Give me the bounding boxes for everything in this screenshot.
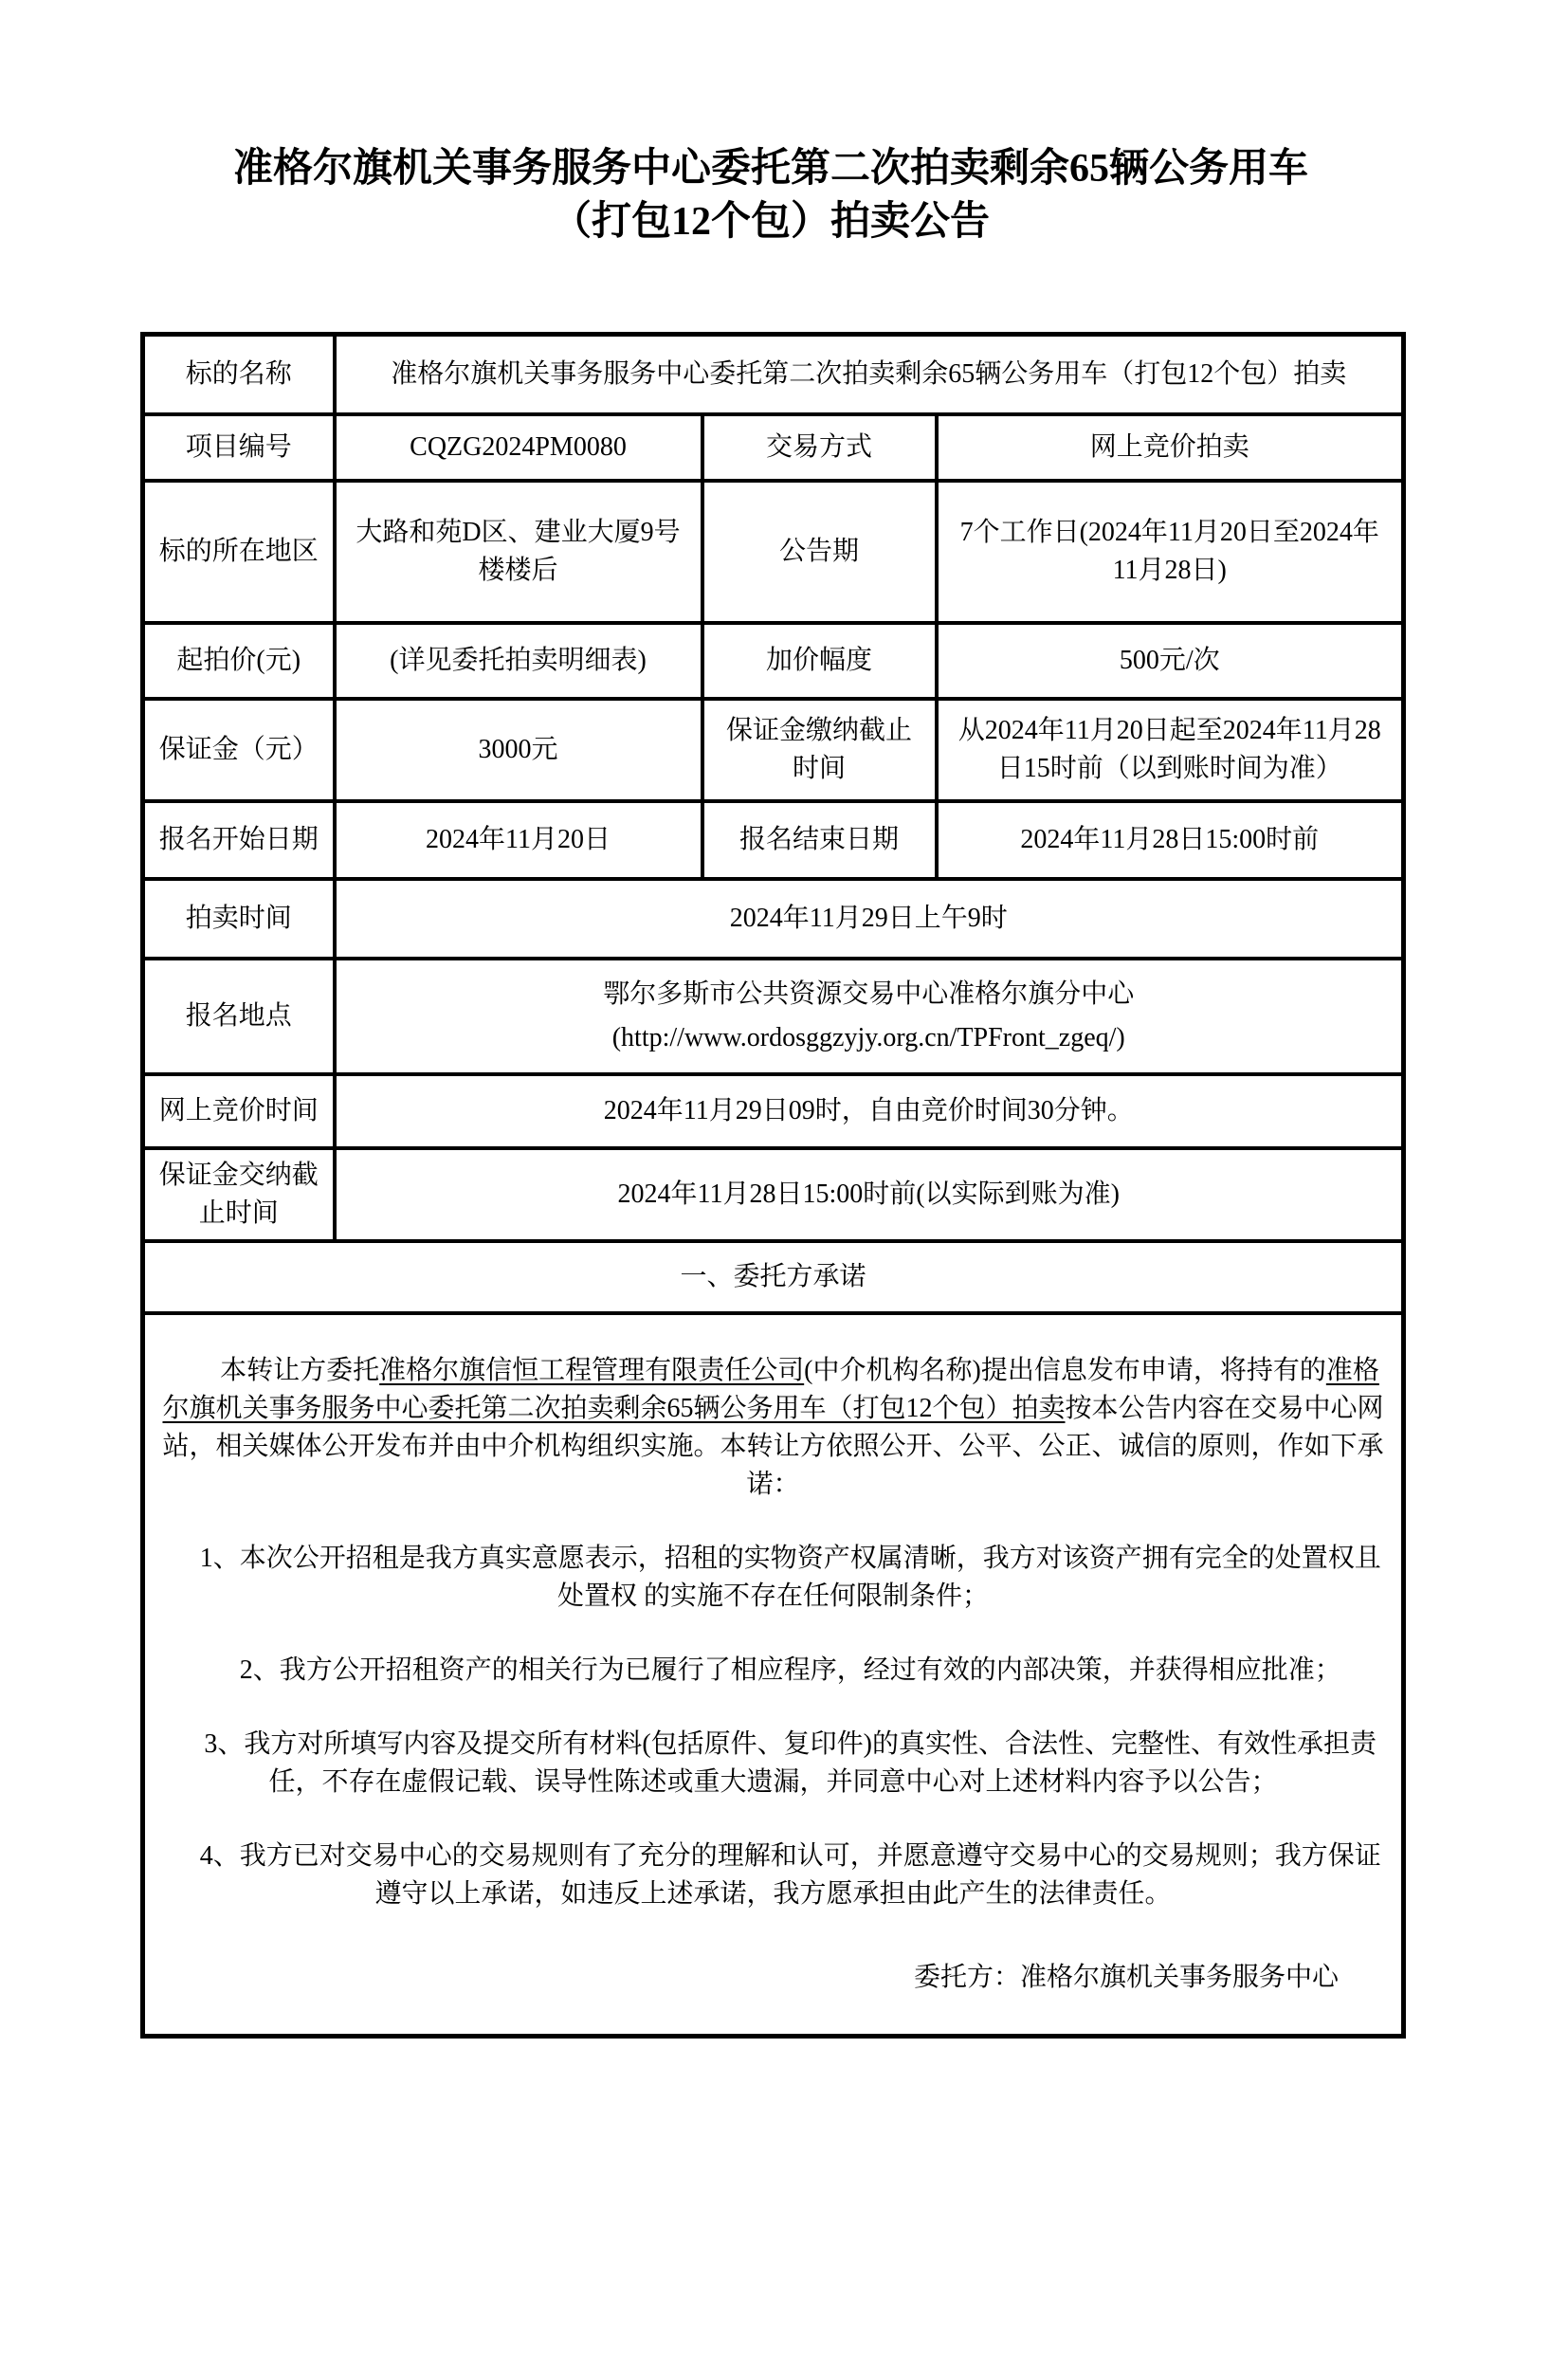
section-title: 一、委托方承诺 [143,1241,1404,1313]
signup-end-label: 报名结束日期 [702,801,937,879]
table-row-subject [143,335,1404,414]
table-row-auction-time [143,879,1404,959]
start-price-label: 起拍价(元) [143,623,335,699]
signup-place-value [335,959,1404,1074]
deposit-label: 保证金（元） [143,699,335,801]
auction-time-value: 2024年11月29日上午9时 [335,879,1404,959]
auction-info-table [140,332,1406,2039]
notice-period-label: 公告期 [702,481,937,623]
project-name: 准格尔旗机关事务服务中心委托第二次拍卖剩余65辆公务用车（打包12个包）拍卖 [162,1355,1379,1423]
notice-period-value: 7个工作日(2024年11月20日至2024年11月28日) [937,481,1404,623]
page-title [140,142,1401,248]
trade-mode-value: 网上竞价拍卖 [937,414,1404,481]
subject-label: 标的名称 [143,335,335,414]
page-title-line-1: 准格尔旗机关事务服务中心委托第二次拍卖剩余65辆公务用车 [232,147,1308,191]
increment-label: 加价幅度 [702,623,937,699]
online-bid-value: 2024年11月29日09时，自由竞价时间30分钟。 [335,1074,1404,1148]
page-title-line-2: （打包12个包）拍卖公告 [551,200,990,244]
table-row-deposit [143,699,1404,801]
location-value: 大路和苑D区、建业大厦9号楼楼后 [335,481,702,623]
table-row-project-no [143,414,1404,481]
signup-place-label: 报名地点 [143,959,335,1074]
table-row-signup-place [143,959,1404,1074]
signup-end-value: 2024年11月28日15:00时前 [937,801,1404,879]
commitment-item-2: 2、我方公开招租资产的相关行为已履行了相应程序，经过有效的内部决策，并获得相应批准； [239,1655,1341,1685]
commitment-item-3: 3、我方对所填写内容及提交所有材料(包括原件、复印件)的真实性、合法性、完整性、有效性承担责任，不存在虚假记载、误导性陈述或重大遗漏，并同意中心对上述材料内容予以公告； [204,1728,1377,1797]
project-no-value: CQZG2024PM0080 [335,414,702,481]
commitment-intro-mid: (中介机构名称)提出信息发布申请，将持有的 [804,1355,1326,1385]
signature-line: 委托方：准格尔旗机关事务服务中心 [913,1962,1339,1992]
deposit-deadline-value: 从2024年11月20日起至2024年11月28日15时前（以到账时间为准） [937,699,1404,801]
table-row-deposit-pay-deadline [143,1148,1404,1241]
commitment-item-1: 1、本次公开招租是我方真实意愿表示，招租的实物资产权属清晰，我方对该资产拥有完全的处置权且处置权 的实施不存在任何限制条件； [199,1543,1381,1611]
commitment-cell [143,1313,1404,2037]
commitment-intro-suffix: 按本公告内容在交易中心网站，相关媒体公开发布并由中介机构组织实施。本转让方依照公开、公平、公正、诚信的原则，作如下承诺： [162,1393,1384,1499]
signup-start-label: 报名开始日期 [143,801,335,879]
table-row-online-bid [143,1074,1404,1148]
deposit-deadline-label: 保证金缴纳截止时间 [702,699,937,801]
signup-place-name: 鄂尔多斯市公共资源交易中心准格尔旗分中心 [603,978,1135,1009]
agency-name: 准格尔旗信恒工程管理有限责任公司 [379,1355,805,1385]
table-row-commitment [143,1313,1404,2037]
auction-notice-document [0,142,1568,2039]
commitment-intro [155,1352,1392,1504]
trade-mode-label: 交易方式 [702,414,937,481]
deposit-pay-deadline-value: 2024年11月28日15:00时前(以实际到账为准) [335,1148,1404,1241]
commitment-item-4: 4、我方已对交易中心的交易规则有了充分的理解和认可，并愿意遵守交易中心的交易规则；我方保证遵守以上承诺，如违反上述承诺，我方愿承担由此产生的法律责任。 [199,1840,1381,1909]
table-row-location [143,481,1404,623]
deposit-value: 3000元 [335,699,702,801]
online-bid-label: 网上竞价时间 [143,1074,335,1148]
table-row-section-title [143,1241,1404,1313]
commitment-intro-prefix: 本转让方委托 [220,1355,380,1385]
auction-time-label: 拍卖时间 [143,879,335,959]
deposit-pay-deadline-label: 保证金交纳截止时间 [143,1148,335,1241]
signup-start-value: 2024年11月20日 [335,801,702,879]
table-row-start-price [143,623,1404,699]
table-row-signup-dates [143,801,1404,879]
start-price-value: (详见委托拍卖明细表) [335,623,702,699]
increment-value: 500元/次 [937,623,1404,699]
location-label: 标的所在地区 [143,481,335,623]
project-no-label: 项目编号 [143,414,335,481]
subject-value: 准格尔旗机关事务服务中心委托第二次拍卖剩余65辆公务用车（打包12个包）拍卖 [335,335,1404,414]
signup-place-url: (http://www.ordosggzyjy.org.cn/TPFront_zgeq/) [611,1022,1125,1052]
